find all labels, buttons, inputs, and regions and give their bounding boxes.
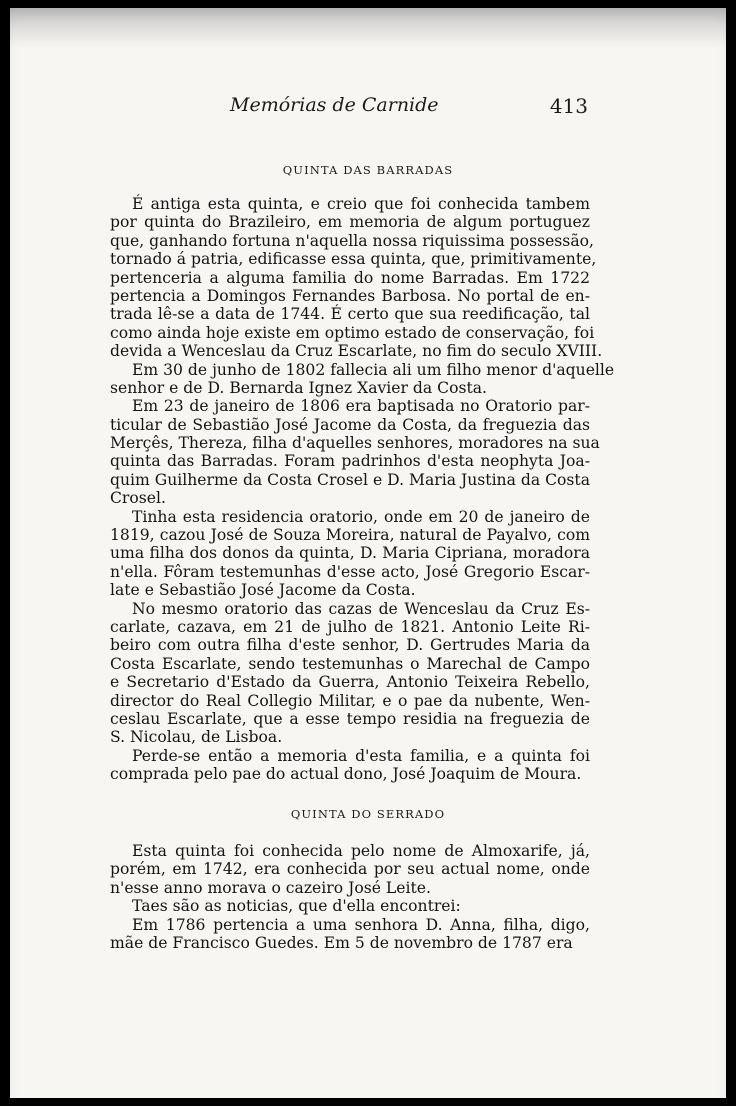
text-line: Taes são as noticias, que d'ella encontrei: bbox=[132, 897, 461, 916]
running-head bbox=[10, 94, 726, 122]
text-line: No mesmo oratorio das cazas de Wenceslau da Cruz Es- bbox=[132, 599, 590, 618]
text-line: pertencia a Domingos Fernandes Barbosa. No portal de en- bbox=[110, 286, 590, 305]
text-line: 1819, cazou José de Souza Moreira, natural de Payalvo, com bbox=[110, 526, 590, 545]
paragraph bbox=[110, 842, 590, 897]
text-line: Costa Escarlate, sendo testemunhas o Marechal de Campo bbox=[110, 654, 590, 673]
text-line: Em 1786 pertencia a uma senhora D. Anna, filha, digo, bbox=[132, 915, 590, 934]
section-heading-quinta-do-serrado: QUINTA DO SERRADO bbox=[290, 807, 446, 821]
text-line: trada lê-se a data de 1744. É certo que sua reedificação, tal bbox=[110, 305, 590, 324]
text-line: late e Sebastião José Jacome da Costa. bbox=[110, 581, 416, 600]
text-line: uma filha dos donos da quinta, D. Maria Cipriana, moradora bbox=[110, 544, 590, 563]
text-line: Esta quinta foi conhecida pelo nome de Almoxarife, já, bbox=[132, 842, 590, 860]
text-line: Em 23 de janeiro de 1806 era baptisada no Oratorio par- bbox=[132, 397, 590, 416]
text-line: ceslau Escarlate, que a esse tempo residia na freguezia de bbox=[110, 709, 590, 728]
text-line: É antiga esta quinta, e creio que foi conhecida tambem bbox=[132, 195, 590, 213]
text-line: por quinta do Brazileiro, em memoria de algum portuguez bbox=[110, 213, 590, 232]
text-line: ticular de Sebastião José Jacome da Costa, da freguezia das bbox=[110, 415, 590, 434]
text-line: porém, em 1742, era conhecida por seu actual nome, onde bbox=[110, 860, 590, 879]
text-line: n'esse anno morava o cazeiro José Leite. bbox=[110, 878, 431, 897]
text-line: e Secretario d'Estado da Guerra, Antonio Teixeira Rebello, bbox=[110, 673, 590, 692]
text-line: quinta das Barradas. Foram padrinhos d'esta neophyta Joa- bbox=[110, 452, 590, 471]
text-line: director do Real Collegio Militar, e o pae da nubente, Wen- bbox=[110, 691, 590, 710]
text-line: Perde-se então a memoria d'esta familia, e a quinta foi bbox=[132, 746, 590, 765]
paragraph bbox=[110, 195, 603, 361]
paragraph bbox=[110, 897, 590, 915]
page-number: 413 bbox=[549, 94, 588, 118]
text-line: como ainda hoje existe em optimo estado de conservação, foi bbox=[110, 323, 595, 342]
book-page bbox=[10, 8, 726, 1098]
text-line: pertenceria a alguma familia do nome Barradas. Em 1722 bbox=[110, 268, 590, 287]
text-line: Em 30 de junho de 1802 fallecia ali um filho menor d'aquelle bbox=[132, 360, 615, 379]
text-line: senhor e de D. Bernarda Ignez Xavier da Costa. bbox=[110, 378, 487, 397]
section-body-quinta-do-serrado bbox=[110, 842, 590, 952]
running-title: Memórias de Carnide bbox=[230, 94, 439, 116]
section-heading-quinta-das-barradas: QUINTA DAS BARRADAS bbox=[282, 163, 454, 177]
paragraph bbox=[110, 397, 600, 508]
paragraph bbox=[110, 508, 590, 600]
text-line: Tinha esta residencia oratorio, onde em 20 de janeiro de bbox=[132, 507, 590, 526]
section-body-quinta-das-barradas bbox=[110, 195, 615, 784]
paragraph bbox=[110, 747, 590, 784]
paragraph bbox=[110, 360, 615, 398]
paragraph bbox=[110, 600, 590, 747]
text-line: Crosel. bbox=[110, 489, 166, 508]
scan-shadow bbox=[10, 8, 726, 48]
text-line: carlate, cazava, em 21 de julho de 1821. Antonio Leite Ri- bbox=[110, 617, 590, 636]
text-line: beiro com outra filha d'este senhor, D. Gertrudes Maria da bbox=[110, 636, 590, 655]
text-line: n'ella. Fôram testemunhas d'esse acto, José Gregorio Escar- bbox=[110, 562, 590, 581]
text-line: comprada pelo pae do actual dono, José Joaquim de Moura. bbox=[110, 765, 582, 784]
text-line: S. Nicolau, de Lisboa. bbox=[110, 728, 283, 747]
text-line: Merçês, Thereza, filha d'aquelles senhores, moradores na sua bbox=[110, 434, 600, 453]
paragraph bbox=[110, 916, 590, 953]
text-line: devida a Wenceslau da Cruz Escarlate, no fim do seculo XVIII. bbox=[110, 342, 603, 361]
text-line: quim Guilherme da Costa Crosel e D. Maria Justina da Costa bbox=[110, 470, 590, 489]
text-line: que, ganhando fortuna n'aquella nossa riquissima possessão, bbox=[110, 231, 594, 250]
text-line: mãe de Francisco Guedes. Em 5 de novembro de 1787 era bbox=[110, 933, 573, 952]
text-line: tornado á patria, edificasse essa quinta, que, primitivamente, bbox=[110, 250, 597, 269]
